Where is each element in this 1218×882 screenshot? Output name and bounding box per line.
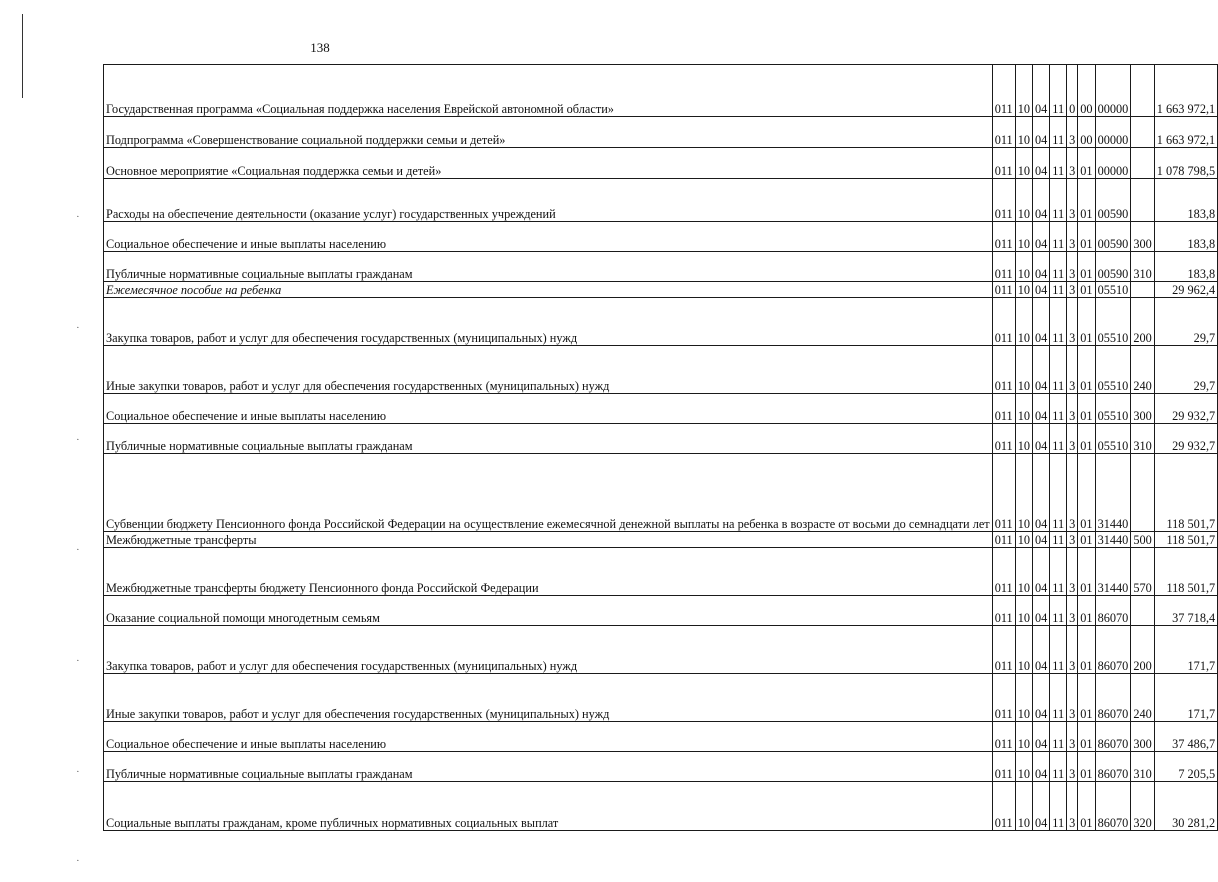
direction-code-cell: 05510 [1095, 394, 1131, 424]
expense-name-cell: Ежемесячное пособие на ребенка [104, 282, 993, 298]
event-code-cell: 01 [1078, 424, 1095, 454]
expense-name-cell: Иные закупки товаров, работ и услуг для обеспечения государственных (муниципальных) нужд [104, 674, 993, 722]
subsection-code-cell: 04 [1032, 752, 1049, 782]
subsection-code-cell: 04 [1032, 346, 1049, 394]
expense-type-cell [1131, 179, 1154, 222]
expense-name-cell: Закупка товаров, работ и услуг для обеспечения государственных (муниципальных) нужд [104, 298, 993, 346]
program-code-cell: 11 [1050, 424, 1067, 454]
subsection-code-cell: 04 [1032, 65, 1049, 117]
scan-margin-mark: · [76, 544, 80, 556]
table-row [104, 454, 1218, 532]
section-code-cell: 10 [1015, 548, 1032, 596]
section-code-cell: 10 [1015, 424, 1032, 454]
event-code-cell: 01 [1078, 346, 1095, 394]
scan-margin-mark: · [76, 855, 80, 867]
section-code-cell: 10 [1015, 148, 1032, 179]
direction-code-cell: 00590 [1095, 179, 1131, 222]
direction-code-cell: 31440 [1095, 532, 1131, 548]
expense-type-cell: 200 [1131, 298, 1154, 346]
amount-cell: 29,7 [1154, 346, 1217, 394]
subprogram-code-cell: 3 [1067, 424, 1078, 454]
table-row [104, 117, 1218, 148]
program-code-cell: 11 [1050, 782, 1067, 831]
section-code-cell: 10 [1015, 346, 1032, 394]
event-code-cell: 01 [1078, 298, 1095, 346]
program-code-cell: 11 [1050, 722, 1067, 752]
table-row [104, 752, 1218, 782]
program-code-cell: 11 [1050, 117, 1067, 148]
event-code-cell: 01 [1078, 548, 1095, 596]
section-code-cell: 10 [1015, 394, 1032, 424]
scan-margin-rule [22, 14, 23, 98]
admin-code-cell: 011 [992, 148, 1015, 179]
subsection-code-cell: 04 [1032, 282, 1049, 298]
subprogram-code-cell: 3 [1067, 626, 1078, 674]
subprogram-code-cell: 3 [1067, 752, 1078, 782]
expense-type-cell [1131, 65, 1154, 117]
admin-code-cell: 011 [992, 782, 1015, 831]
table-row [104, 252, 1218, 282]
subsection-code-cell: 04 [1032, 722, 1049, 752]
event-code-cell: 01 [1078, 179, 1095, 222]
expense-type-cell: 300 [1131, 722, 1154, 752]
direction-code-cell: 05510 [1095, 424, 1131, 454]
event-code-cell: 01 [1078, 674, 1095, 722]
section-code-cell: 10 [1015, 454, 1032, 532]
subprogram-code-cell: 3 [1067, 596, 1078, 626]
table-body [104, 65, 1218, 831]
subsection-code-cell: 04 [1032, 626, 1049, 674]
event-code-cell: 01 [1078, 454, 1095, 532]
event-code-cell: 01 [1078, 752, 1095, 782]
section-code-cell: 10 [1015, 117, 1032, 148]
admin-code-cell: 011 [992, 424, 1015, 454]
subprogram-code-cell: 3 [1067, 722, 1078, 752]
amount-cell: 37 486,7 [1154, 722, 1217, 752]
section-code-cell: 10 [1015, 752, 1032, 782]
amount-cell: 7 205,5 [1154, 752, 1217, 782]
amount-cell: 1 663 972,1 [1154, 117, 1217, 148]
subprogram-code-cell: 3 [1067, 148, 1078, 179]
program-code-cell: 11 [1050, 532, 1067, 548]
expense-type-cell: 310 [1131, 752, 1154, 782]
table-row [104, 148, 1218, 179]
program-code-cell: 11 [1050, 65, 1067, 117]
amount-cell: 183,8 [1154, 252, 1217, 282]
budget-allocation-table [103, 64, 1218, 831]
subsection-code-cell: 04 [1032, 674, 1049, 722]
expense-type-cell: 310 [1131, 252, 1154, 282]
table-row [104, 298, 1218, 346]
event-code-cell: 01 [1078, 722, 1095, 752]
expense-name-cell: Публичные нормативные социальные выплаты гражданам [104, 252, 993, 282]
expense-type-cell: 320 [1131, 782, 1154, 831]
table-row [104, 179, 1218, 222]
direction-code-cell: 00000 [1095, 117, 1131, 148]
expense-name-cell: Расходы на обеспечение деятельности (оказание услуг) государственных учреждений [104, 179, 993, 222]
admin-code-cell: 011 [992, 252, 1015, 282]
event-code-cell: 01 [1078, 148, 1095, 179]
subsection-code-cell: 04 [1032, 596, 1049, 626]
direction-code-cell: 00000 [1095, 148, 1131, 179]
subprogram-code-cell: 3 [1067, 454, 1078, 532]
expense-name-cell: Социальное обеспечение и иные выплаты населению [104, 722, 993, 752]
event-code-cell: 01 [1078, 222, 1095, 252]
amount-cell: 118 501,7 [1154, 548, 1217, 596]
event-code-cell: 00 [1078, 117, 1095, 148]
section-code-cell: 10 [1015, 179, 1032, 222]
program-code-cell: 11 [1050, 674, 1067, 722]
expense-name-cell: Социальное обеспечение и иные выплаты населению [104, 394, 993, 424]
program-code-cell: 11 [1050, 626, 1067, 674]
section-code-cell: 10 [1015, 674, 1032, 722]
amount-cell: 29 932,7 [1154, 394, 1217, 424]
subprogram-code-cell: 3 [1067, 117, 1078, 148]
expense-name-cell: Субвенции бюджету Пенсионного фонда Российской Федерации на осуществление ежемесячной денежной выплаты на ребенка в возрасте от восьми до семнадцати лет [104, 454, 993, 532]
admin-code-cell: 011 [992, 548, 1015, 596]
section-code-cell: 10 [1015, 252, 1032, 282]
amount-cell: 118 501,7 [1154, 532, 1217, 548]
table-row [104, 222, 1218, 252]
admin-code-cell: 011 [992, 394, 1015, 424]
direction-code-cell: 00000 [1095, 65, 1131, 117]
subprogram-code-cell: 3 [1067, 532, 1078, 548]
amount-cell: 29,7 [1154, 298, 1217, 346]
event-code-cell: 01 [1078, 596, 1095, 626]
section-code-cell: 10 [1015, 282, 1032, 298]
admin-code-cell: 011 [992, 596, 1015, 626]
program-code-cell: 11 [1050, 222, 1067, 252]
program-code-cell: 11 [1050, 282, 1067, 298]
amount-cell: 29 962,4 [1154, 282, 1217, 298]
program-code-cell: 11 [1050, 752, 1067, 782]
admin-code-cell: 011 [992, 626, 1015, 674]
expense-name-cell: Закупка товаров, работ и услуг для обеспечения государственных (муниципальных) нужд [104, 626, 993, 674]
event-code-cell: 01 [1078, 532, 1095, 548]
direction-code-cell: 31440 [1095, 548, 1131, 596]
amount-cell: 183,8 [1154, 179, 1217, 222]
expense-type-cell [1131, 148, 1154, 179]
expense-name-cell: Основное мероприятие «Социальная поддержка семьи и детей» [104, 148, 993, 179]
expense-name-cell: Социальное обеспечение и иные выплаты населению [104, 222, 993, 252]
subsection-code-cell: 04 [1032, 117, 1049, 148]
subprogram-code-cell: 3 [1067, 222, 1078, 252]
section-code-cell: 10 [1015, 65, 1032, 117]
table-row [104, 548, 1218, 596]
subprogram-code-cell: 3 [1067, 298, 1078, 346]
table-row [104, 596, 1218, 626]
program-code-cell: 11 [1050, 346, 1067, 394]
amount-cell: 183,8 [1154, 222, 1217, 252]
subsection-code-cell: 04 [1032, 252, 1049, 282]
subsection-code-cell: 04 [1032, 548, 1049, 596]
table-row [104, 626, 1218, 674]
program-code-cell: 11 [1050, 548, 1067, 596]
scan-margin-mark: · [76, 322, 80, 334]
admin-code-cell: 011 [992, 532, 1015, 548]
subprogram-code-cell: 3 [1067, 252, 1078, 282]
program-code-cell: 11 [1050, 298, 1067, 346]
table-row [104, 674, 1218, 722]
expense-type-cell [1131, 117, 1154, 148]
program-code-cell: 11 [1050, 252, 1067, 282]
program-code-cell: 11 [1050, 394, 1067, 424]
expense-name-cell: Подпрограмма «Совершенствование социальной поддержки семьи и детей» [104, 117, 993, 148]
amount-cell: 171,7 [1154, 626, 1217, 674]
admin-code-cell: 011 [992, 752, 1015, 782]
amount-cell: 118 501,7 [1154, 454, 1217, 532]
expense-type-cell: 240 [1131, 674, 1154, 722]
amount-cell: 29 932,7 [1154, 424, 1217, 454]
table-row [104, 346, 1218, 394]
expense-name-cell: Государственная программа «Социальная поддержка населения Еврейской автономной области» [104, 65, 993, 117]
table-row [104, 532, 1218, 548]
table-row [104, 394, 1218, 424]
event-code-cell: 01 [1078, 782, 1095, 831]
subsection-code-cell: 04 [1032, 424, 1049, 454]
section-code-cell: 10 [1015, 532, 1032, 548]
direction-code-cell: 05510 [1095, 282, 1131, 298]
subprogram-code-cell: 0 [1067, 65, 1078, 117]
subprogram-code-cell: 3 [1067, 346, 1078, 394]
subprogram-code-cell: 3 [1067, 548, 1078, 596]
expense-type-cell: 200 [1131, 626, 1154, 674]
direction-code-cell: 00590 [1095, 252, 1131, 282]
subprogram-code-cell: 3 [1067, 394, 1078, 424]
expense-name-cell: Публичные нормативные социальные выплаты гражданам [104, 424, 993, 454]
admin-code-cell: 011 [992, 722, 1015, 752]
direction-code-cell: 86070 [1095, 674, 1131, 722]
table-row [104, 65, 1218, 117]
expense-name-cell: Межбюджетные трансферты бюджету Пенсионного фонда Российской Федерации [104, 548, 993, 596]
admin-code-cell: 011 [992, 117, 1015, 148]
direction-code-cell: 05510 [1095, 346, 1131, 394]
subsection-code-cell: 04 [1032, 148, 1049, 179]
table-row [104, 424, 1218, 454]
expense-type-cell: 300 [1131, 222, 1154, 252]
expense-type-cell [1131, 454, 1154, 532]
event-code-cell: 00 [1078, 65, 1095, 117]
amount-cell: 1 078 798,5 [1154, 148, 1217, 179]
section-code-cell: 10 [1015, 596, 1032, 626]
amount-cell: 171,7 [1154, 674, 1217, 722]
page-number: 138 [310, 40, 330, 55]
expense-name-cell: Публичные нормативные социальные выплаты гражданам [104, 752, 993, 782]
direction-code-cell: 05510 [1095, 298, 1131, 346]
event-code-cell: 01 [1078, 282, 1095, 298]
section-code-cell: 10 [1015, 722, 1032, 752]
expense-name-cell: Оказание социальной помощи многодетным семьям [104, 596, 993, 626]
table-row [104, 282, 1218, 298]
subsection-code-cell: 04 [1032, 532, 1049, 548]
expense-type-cell: 310 [1131, 424, 1154, 454]
direction-code-cell: 86070 [1095, 722, 1131, 752]
scan-margin-mark: · [76, 655, 80, 667]
direction-code-cell: 86070 [1095, 626, 1131, 674]
subprogram-code-cell: 3 [1067, 782, 1078, 831]
amount-cell: 37 718,4 [1154, 596, 1217, 626]
subsection-code-cell: 04 [1032, 179, 1049, 222]
direction-code-cell: 86070 [1095, 596, 1131, 626]
expense-type-cell: 240 [1131, 346, 1154, 394]
expense-type-cell [1131, 282, 1154, 298]
amount-cell: 30 281,2 [1154, 782, 1217, 831]
direction-code-cell: 00590 [1095, 222, 1131, 252]
subsection-code-cell: 04 [1032, 222, 1049, 252]
subprogram-code-cell: 3 [1067, 179, 1078, 222]
expense-name-cell: Межбюджетные трансферты [104, 532, 993, 548]
subsection-code-cell: 04 [1032, 394, 1049, 424]
admin-code-cell: 011 [992, 179, 1015, 222]
expense-name-cell: Иные закупки товаров, работ и услуг для обеспечения государственных (муниципальных) нужд [104, 346, 993, 394]
amount-cell: 1 663 972,1 [1154, 65, 1217, 117]
subprogram-code-cell: 3 [1067, 674, 1078, 722]
program-code-cell: 11 [1050, 179, 1067, 222]
event-code-cell: 01 [1078, 252, 1095, 282]
program-code-cell: 11 [1050, 454, 1067, 532]
table-row [104, 782, 1218, 831]
table-row [104, 722, 1218, 752]
admin-code-cell: 011 [992, 282, 1015, 298]
direction-code-cell: 31440 [1095, 454, 1131, 532]
scan-margin-mark: · [76, 766, 80, 778]
scan-margin-mark: · [76, 434, 80, 446]
admin-code-cell: 011 [992, 674, 1015, 722]
admin-code-cell: 011 [992, 454, 1015, 532]
section-code-cell: 10 [1015, 782, 1032, 831]
section-code-cell: 10 [1015, 222, 1032, 252]
event-code-cell: 01 [1078, 626, 1095, 674]
subprogram-code-cell: 3 [1067, 282, 1078, 298]
admin-code-cell: 011 [992, 298, 1015, 346]
expense-name-cell: Социальные выплаты гражданам, кроме публичных нормативных социальных выплат [104, 782, 993, 831]
expense-type-cell: 570 [1131, 548, 1154, 596]
expense-type-cell: 500 [1131, 532, 1154, 548]
program-code-cell: 11 [1050, 148, 1067, 179]
subsection-code-cell: 04 [1032, 454, 1049, 532]
program-code-cell: 11 [1050, 596, 1067, 626]
admin-code-cell: 011 [992, 65, 1015, 117]
direction-code-cell: 86070 [1095, 752, 1131, 782]
scan-margin-mark: · [76, 211, 80, 223]
subsection-code-cell: 04 [1032, 298, 1049, 346]
section-code-cell: 10 [1015, 298, 1032, 346]
subsection-code-cell: 04 [1032, 782, 1049, 831]
event-code-cell: 01 [1078, 394, 1095, 424]
admin-code-cell: 011 [992, 346, 1015, 394]
expense-type-cell [1131, 596, 1154, 626]
admin-code-cell: 011 [992, 222, 1015, 252]
expense-type-cell: 300 [1131, 394, 1154, 424]
section-code-cell: 10 [1015, 626, 1032, 674]
direction-code-cell: 86070 [1095, 782, 1131, 831]
